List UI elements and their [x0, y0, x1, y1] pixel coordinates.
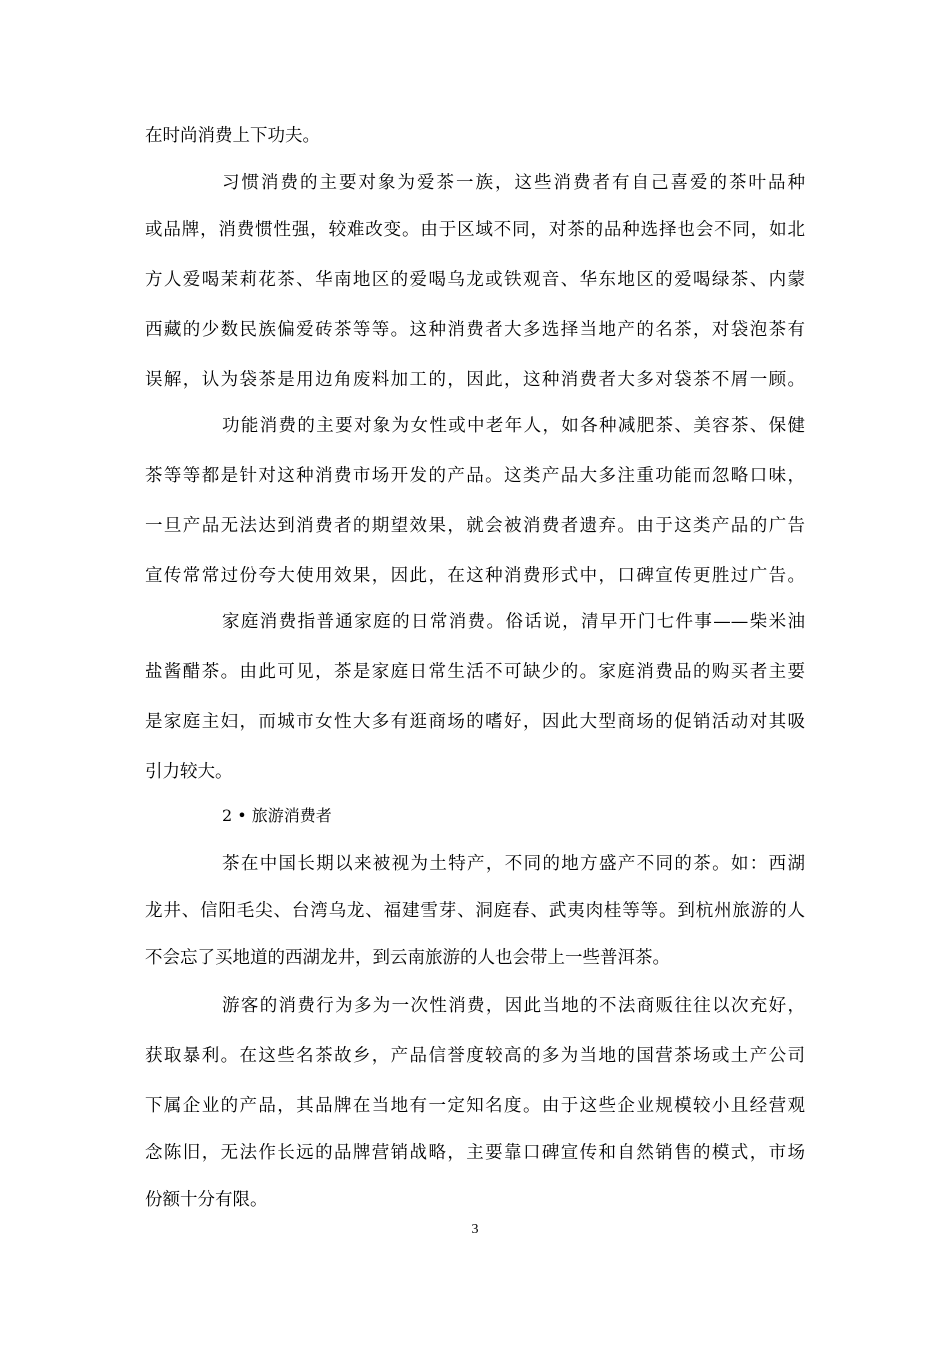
section-heading: 2 • 旅游消费者: [222, 806, 332, 825]
page-number: 3: [471, 1222, 479, 1237]
text-line: 是家庭主妇，而城市女性大多有逛商场的嗜好，因此大型商场的促销活动对其吸: [145, 712, 805, 732]
text-line: 念陈旧，无法作长远的品牌营销战略，主要靠口碑宣传和自然销售的模式，市场: [145, 1143, 805, 1163]
text-line: 不会忘了买地道的西湖龙井，到云南旅游的人也会带上一些普洱茶。: [145, 948, 670, 968]
text-line: 龙井、信阳毛尖、台湾乌龙、福建雪芽、洞庭春、武夷肉桂等等。到杭州旅游的人: [145, 901, 805, 921]
text-line: 一旦产品无法达到消费者的期望效果，就会被消费者遗弃。由于这类产品的广告: [145, 516, 805, 536]
text-line: 误解，认为袋茶是用边角废料加工的，因此，这种消费者大多对袋茶不屑一顾。: [145, 370, 805, 390]
text-line: 获取暴利。在这些名茶故乡，产品信誉度较高的多为当地的国营茶场或土产公司: [145, 1046, 805, 1066]
text-line: 西藏的少数民族偏爱砖茶等等。这种消费者大多选择当地产的名茶，对袋泡茶有: [145, 320, 805, 340]
text-line: 下属企业的产品，其品牌在当地有一定知名度。由于这些企业规模较小且经营观: [145, 1096, 805, 1116]
text-line: 游客的消费行为多为一次性消费，因此当地的不法商贩往往以次充好，: [222, 996, 805, 1016]
text-line: 盐酱醋茶。由此可见，茶是家庭日常生活不可缺少的。家庭消费品的购买者主要: [145, 662, 805, 682]
text-line: 或品牌，消费惯性强，较难改变。由于区域不同，对茶的品种选择也会不同，如北: [145, 220, 805, 240]
text-line: 功能消费的主要对象为女性或中老年人，如各种减肥茶、美容茶、保健: [222, 416, 805, 436]
text-line: 宣传常常过份夸大使用效果，因此，在这种消费形式中，口碑宣传更胜过广告。: [145, 566, 805, 586]
text-line: 习惯消费的主要对象为爱茶一族，这些消费者有自己喜爱的茶叶品种: [222, 173, 805, 193]
text-line: 茶等等都是针对这种消费市场开发的产品。这类产品大多注重功能而忽略口味，: [145, 466, 805, 486]
text-line: 份额十分有限。: [145, 1190, 268, 1210]
text-line: 引力较大。: [145, 762, 233, 782]
text-line: 在时尚消费上下功夫。: [145, 126, 320, 146]
text-line: 茶在中国长期以来被视为土特产，不同的地方盛产不同的茶。如：西湖: [222, 854, 805, 874]
text-line: 家庭消费指普通家庭的日常消费。俗话说，清早开门七件事——柴米油: [222, 612, 805, 632]
text-line: 方人爱喝茉莉花茶、华南地区的爱喝乌龙或铁观音、华东地区的爱喝绿茶、内蒙: [145, 270, 805, 290]
